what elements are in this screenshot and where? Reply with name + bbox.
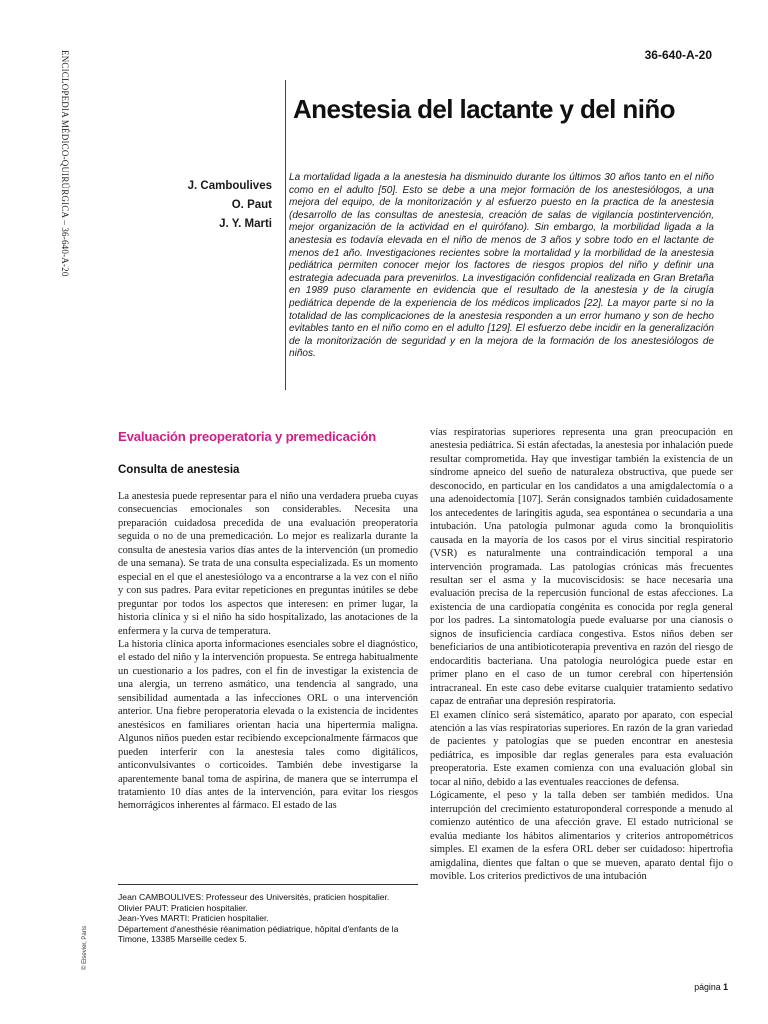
footnote-line: Département d'anesthésie réanimation pédiatrique, hôpital d'enfants de la Timone, 13385 Marseille cedex 5.: [118, 923, 399, 944]
author-list: [188, 177, 272, 234]
page-label: página: [694, 982, 721, 992]
author-affiliations: [118, 892, 418, 945]
footnote-line: Olivier PAUT: Praticien hospitalier.: [118, 902, 248, 913]
right-column: [430, 426, 733, 883]
author-name: O. Paut: [231, 199, 272, 211]
author-name: J. Y. Marti: [219, 218, 272, 230]
article-title: Anestesia del lactante y del niño: [293, 94, 675, 124]
encyclopedia-sidebar-label: ENCICLOPEDIA MÉDICO-QUIRÚRGICA – 36-640-A-20: [60, 50, 70, 277]
left-column: [118, 428, 418, 813]
footnote-divider: [118, 884, 418, 885]
body-paragraph: Lógicamente, el peso y la talla deben ser también medidos. Una interrupción del crecimiento estaturoponderal corresponde a menudo al comienzo auténtico de una afección grave. El estado nutricional se evalúa mediante los hábitos alimentarios y criterios antropométricos simples. El examen de la esfera ORL deber ser cuidadoso: hipertrofia amigdalina, dientes que faltan o que se mueven, aparato dental fijo o movible. Los criterios predictivos de una intubación: [430, 790, 733, 882]
abstract-text: La mortalidad ligada a la anestesia ha disminuido durante los últimos 30 años tanto en el niño como en el adulto [50]. Esto se debe a una mejor formación de los anestesiólogos, a una mejora del equipo, de la monitorización y al esfuerzo puesto en la practica de la anestesia (desarrollo de las consultas de anestesia, creación de salas de vigilancia postintervención, mejor organización de la actividad en el quirófano). Sin embargo, la morbilidad ligada a la anestesia es todavía elevada en el niño de menos de 3 años y sobre todo en el lactante de menos de1 año. Investigaciones recientes sobre la mortalidad y la morbilidad de la anestesia pediátrica permiten conocer mejor los factores de riesgos propios del niño y definir una estrategia adecuada para prevenirlos. La investigación confidencial realizada en Gran Bretaña en 1989 puso claramente en evidencia que el resultado de la anestesia y de la cirugía pediátrica depende de la experiencia de los médicos implicados [22]. La mayor parte si no la totalidad de las complicaciones de la anestesia responden a un error humano y son de hecho evitables tanto en el niño como en el adulto [129]. El esfuerzo debe incidir en la generalización de la monitorización de seguridad y en la mejora de la formación de los anestesiólogos de niños.: [289, 172, 714, 360]
section-heading: Evaluación preoperatoria y premedicación: [118, 429, 377, 444]
page-number: [694, 982, 728, 992]
document-code: 36-640-A-20: [644, 48, 712, 62]
subsection-heading: Consulta de anestesia: [118, 464, 240, 476]
footnote-line: Jean CAMBOULIVES: Professeur des Universités, praticien hospitalier.: [118, 892, 390, 902]
body-paragraph: El examen clínico será sistemático, aparato por aparato, con especial atención a las vías respiratorias superiores. En razón de la gran variedad de pacientes y patologías que se pueden encontrar en anestesia pediátrica, es imposible dar reglas generales para esta evaluación preoperatoria. Este examen comienza con una evaluación global sin tocar al niño, debido a las eventuales reacciones de defensa.: [430, 709, 733, 788]
copyright-notice: © Elsevier, Paris: [82, 925, 88, 970]
header-divider: [285, 80, 286, 390]
page-number-value: 1: [723, 982, 728, 992]
author-name: J. Camboulives: [187, 180, 272, 192]
body-paragraph: La historia clínica aporta informaciones esenciales sobre el diagnóstico, el estado del niño y la intervención propuesta. Se entrega habitualmente un cuestionario a los padres, con el fin de investigar la existencia de una alergia, un terreno asmático, una tendencia al sangrado, una sensibilidad aumentada a las infecciones ORL o una intervención anterior. Una fiebre peroperatoria elevada o la existencia de incidentes anestésicos en familiares orientan hacia una hipertermia maligna. Algunos niños pueden estar recibiendo excepcionalmente fármacos que pueden interferir con la anestesia tales como digitálicos, anticonvulsivantes o corticoides. También debe investigarse la aparentemente banal toma de aspirina, de manera que se interrumpa el tratamiento 10 días antes de la intervención, para evitar los riesgos hemorrágicos inherentes al fármaco. El estado de las: [118, 638, 418, 812]
footnote-line: Jean-Yves MARTI: Praticien hospitalier.: [118, 913, 269, 923]
body-paragraph: vías respiratorias superiores representa una gran preocupación en anestesia pediátrica. Si están afectadas, la anestesia por inhalación puede resultar comprometida. Hay que investigar también la existencia de un síndrome apneico del sueño de naturaleza obstructiva, que puede ser desconocido, en particular en los candidatos a una amigdalectomía o a una adenoidectomía [107]. Serán consignados también cuidadosamente los antecedentes de laringitis aguda, sea espontánea o secundaria a una intubación. Una patología pulmonar aguda como la bronquiolitis causada en la mayoría de los casos por el virus sincitial respiratorio (VSR) es naturalmente una contraindicación temporal a una intervención programada. Las patologías crónicas más frecuentes resultan ser el asma y la mucoviscidosis: se hace necesaria una evaluación precisa de la repercusión funcional de estas afecciones. La existencia de una cardiopatía congénita es conocida por regla general por los padres. La sintomatología puede evaluarse por una cianosis o signos de insuficiencia cardíaca congestiva. Estos niños deben ser beneficiarios de una antibioticoterapia preventiva en razón del riesgo de endocarditis bacteriana. Una patología neurológica puede estar en primer plano en el caso de un tumor cerebral con hipertensión intracraneal. En este caso debe evitarse cualquier tratamiento sedativo capaz de entrañar una depresión respiratoria.: [430, 427, 733, 708]
body-paragraph: La anestesia puede representar para el niño una verdadera prueba cuyas consecuencias emocionales son considerables. Necesita una preparación cuidadosa precedida de una evaluación preoperatoria seguida o no de una premedicación. Lo mejor es realizarla durante la consulta de anestesia varios días antes de la intervención (un promedio de una semana). Se trata de una consulta especializada. Es un momento especial en el que el anestesiólogo va a encontrarse a la vez con el niño y con sus padres. Para evitar repeticiones en preguntas inútiles se debe preguntar por todos los aspectos que interesen: en primer lugar, la historia clínica y si el niño ha sido hospitalizado, las anotaciones de la enfermera y la curva de temperatura.: [118, 491, 418, 637]
